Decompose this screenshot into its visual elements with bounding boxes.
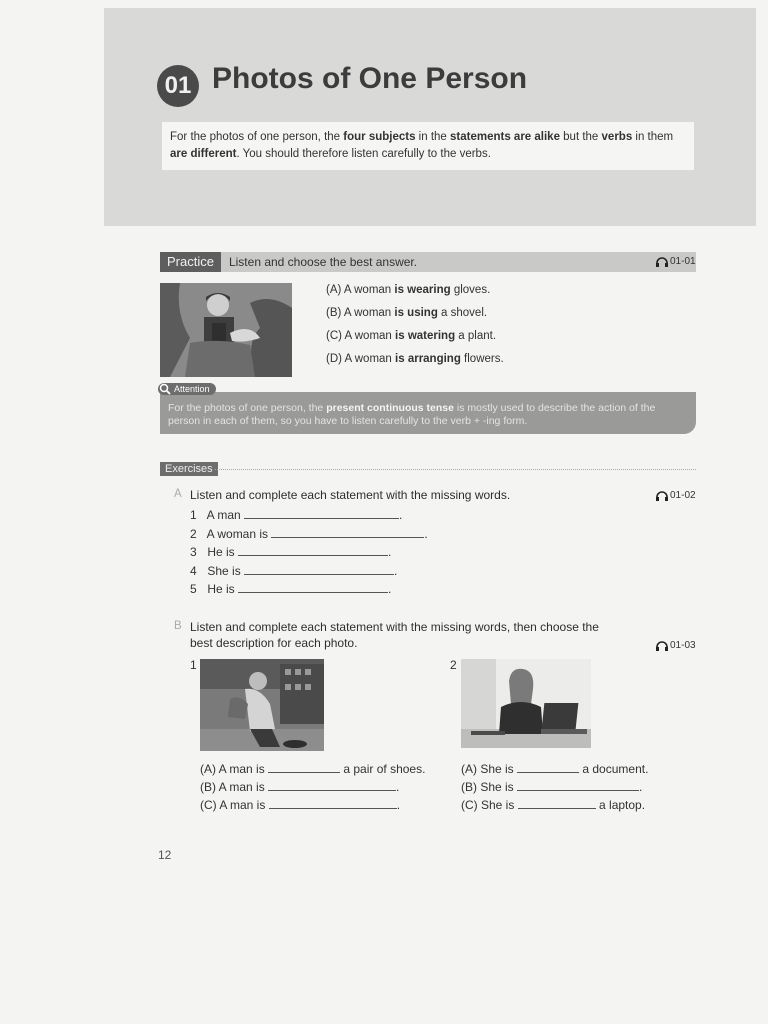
answer-blank[interactable] <box>517 781 639 791</box>
option-verb: is using <box>394 307 438 319</box>
practice-bar <box>160 252 696 272</box>
answer-blank[interactable] <box>269 799 397 809</box>
section-a-track <box>656 490 696 501</box>
option-text: (C) A woman <box>326 330 396 342</box>
item-number: 2 <box>190 526 197 541</box>
headphone-icon <box>656 257 668 267</box>
woman-with-plants-image <box>160 283 292 377</box>
answer-blank[interactable] <box>238 583 388 593</box>
item-number: 1 <box>190 508 197 522</box>
option-d <box>326 352 504 375</box>
answer-blank[interactable] <box>244 509 399 519</box>
photo-1-options <box>200 762 425 816</box>
headphone-icon <box>656 491 668 501</box>
item-number: 5 <box>190 582 197 596</box>
intro-box <box>162 122 694 170</box>
attention-emphasis: present continuous tense <box>326 402 454 414</box>
exercise-photo-2 <box>461 659 591 748</box>
answer-blank[interactable] <box>268 763 340 773</box>
attention-box <box>160 392 696 434</box>
section-a-letter: A <box>174 488 182 500</box>
list-item <box>200 780 425 798</box>
list-item: 4 She is . <box>190 563 398 578</box>
answer-blank[interactable] <box>271 528 424 538</box>
item-text: He is <box>207 582 235 596</box>
list-item: 3 He is . <box>190 545 392 559</box>
option-text: (A) She is <box>461 762 514 776</box>
answer-blank[interactable] <box>268 781 396 791</box>
intro-emphasis: statements are alike <box>450 131 560 143</box>
option-text: (D) A woman <box>326 353 396 365</box>
attention-label: Attention <box>158 383 216 395</box>
list-item <box>461 798 648 816</box>
answer-blank[interactable] <box>244 565 394 575</box>
attention-text: is mostly used to describe the action of the person in each of them, so you have to listen carefully to the verb + -ing form. <box>168 402 656 427</box>
intro-emphasis: verbs <box>601 131 633 143</box>
section-b-instruction-line1: Listen and complete each statement with the missing words, then choose the <box>190 620 599 634</box>
option-c <box>326 329 504 352</box>
option-verb: is wearing <box>394 284 451 296</box>
section-b-letter: B <box>174 620 182 632</box>
item-number: 4 <box>190 563 197 578</box>
list-item <box>200 762 425 780</box>
practice-tag: Practice <box>160 252 221 272</box>
option-verb: is watering <box>395 330 456 342</box>
list-item: 1 A man . <box>190 508 403 522</box>
item-number: 3 <box>190 545 197 559</box>
intro-text: For the photos of one person, the <box>170 131 344 143</box>
option-text: (C) A man is <box>200 798 266 812</box>
section-b-track <box>656 640 696 651</box>
item-text: He is <box>207 545 235 559</box>
answer-blank[interactable] <box>517 763 579 773</box>
option-text: (A) A man is <box>200 762 265 776</box>
practice-track <box>656 256 696 267</box>
list-item <box>461 780 648 798</box>
attention-text: For the photos of one person, the <box>168 402 327 414</box>
intro-text: in them <box>632 131 674 143</box>
track-number: 01-01 <box>670 256 696 267</box>
option-text: (B) She is <box>461 780 514 794</box>
option-text: a pair of shoes. <box>343 762 426 776</box>
practice-options <box>326 283 504 375</box>
headphone-icon <box>656 641 668 651</box>
option-text: . <box>396 798 401 812</box>
list-item <box>200 798 425 816</box>
option-text: a shovel. <box>437 307 488 319</box>
option-text: gloves. <box>450 284 491 296</box>
list-item: 2 A woman is . <box>190 526 428 541</box>
answer-blank[interactable] <box>238 546 388 556</box>
list-item <box>461 762 648 780</box>
unit-number-badge: 01 <box>157 65 199 107</box>
list-item: 5 He is . <box>190 582 392 596</box>
exercise-photo-1 <box>200 659 324 751</box>
divider <box>215 469 696 471</box>
track-number: 01-03 <box>670 640 696 651</box>
item-text: A man <box>206 508 241 522</box>
intro-emphasis: are different <box>170 148 237 160</box>
practice-instruction: Listen and choose the best answer. <box>228 255 418 269</box>
header-band <box>104 8 756 226</box>
option-text: . <box>639 780 643 794</box>
intro-emphasis: four subjects <box>343 131 416 143</box>
option-text: (A) A woman <box>326 284 395 296</box>
section-a-instruction: Listen and complete each statement with the missing words. <box>190 488 511 502</box>
answer-blank[interactable] <box>518 799 596 809</box>
section-a-items <box>190 508 428 601</box>
option-a <box>326 283 504 306</box>
section-b-instruction-line2: best description for each photo. <box>190 636 358 650</box>
option-text: (B) A woman <box>326 307 395 319</box>
option-text: a laptop. <box>599 798 646 812</box>
option-b <box>326 306 504 329</box>
track-number: 01-02 <box>670 490 696 501</box>
exercises-tag: Exercises <box>160 462 218 476</box>
item-text: She is <box>207 563 241 578</box>
option-text: . <box>396 780 400 794</box>
intro-text: . You should therefore listen carefully to the verbs. <box>236 148 491 160</box>
option-text: flowers. <box>460 353 504 365</box>
photo-number: 1 <box>190 658 197 672</box>
option-text: (C) She is <box>461 798 515 812</box>
option-text: a document. <box>582 762 649 776</box>
option-text: (B) A man is <box>200 780 265 794</box>
page-title: Photos of One Person <box>212 62 528 95</box>
photo-2-options <box>461 762 648 816</box>
page-number: 12 <box>158 848 172 862</box>
magnifier-icon <box>159 383 171 395</box>
item-text: A woman is <box>206 526 269 541</box>
practice-photo <box>160 283 292 377</box>
photo-number: 2 <box>450 658 457 672</box>
intro-text: but the <box>559 131 602 143</box>
woman-at-laptop-image <box>461 659 591 748</box>
option-text: a plant. <box>455 330 497 342</box>
intro-text: in the <box>415 131 451 143</box>
man-with-shoes-image <box>200 659 324 751</box>
option-verb: is arranging <box>395 353 461 365</box>
